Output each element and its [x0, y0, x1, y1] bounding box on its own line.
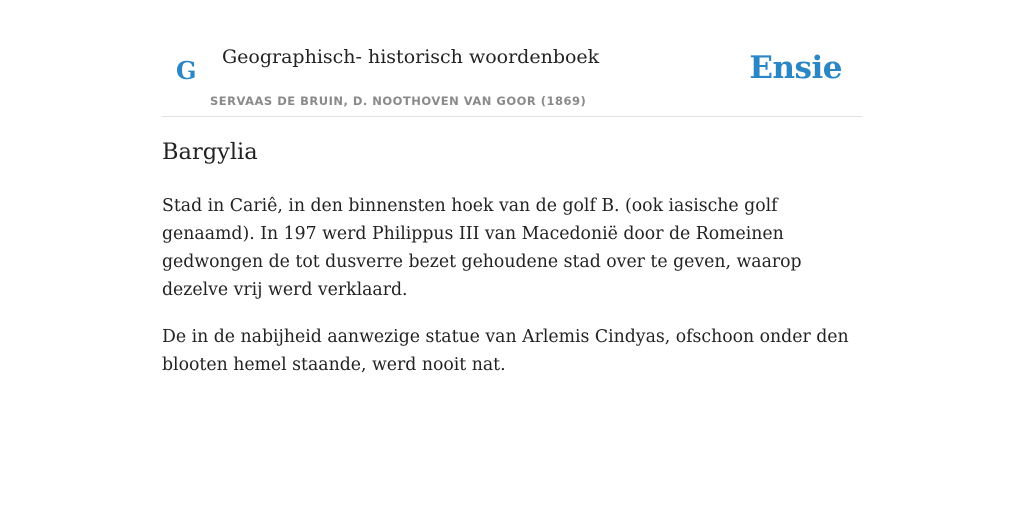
- entry-paragraph: De in de nabijheid aanwezige statue van Arlemis Cindyas, ofschoon onder den blooten hemel staande, werd nooit nat.: [162, 327, 849, 375]
- entry-title: Bargylia: [162, 139, 258, 165]
- book-logo-icon[interactable]: G: [176, 56, 197, 85]
- book-authors: SERVAAS DE BRUIN, D. NOOTHOVEN VAN GOOR (1869): [210, 94, 587, 108]
- entry-body: [162, 192, 862, 398]
- book-title[interactable]: Geographisch- historisch woordenboek: [222, 46, 600, 68]
- header: [162, 36, 862, 117]
- entry-paragraph: Stad in Cariê, in den binnensten hoek van de golf B. (ook iasische golf genaamd). In 197 werd Philippus III van Macedonië door de Romeinen gedwongen de tot dusverre bezet gehoudene stad over te geven, waarop dezelve vrij werd verklaard.: [162, 196, 802, 300]
- ensie-logo-link[interactable]: Ensie: [749, 50, 842, 86]
